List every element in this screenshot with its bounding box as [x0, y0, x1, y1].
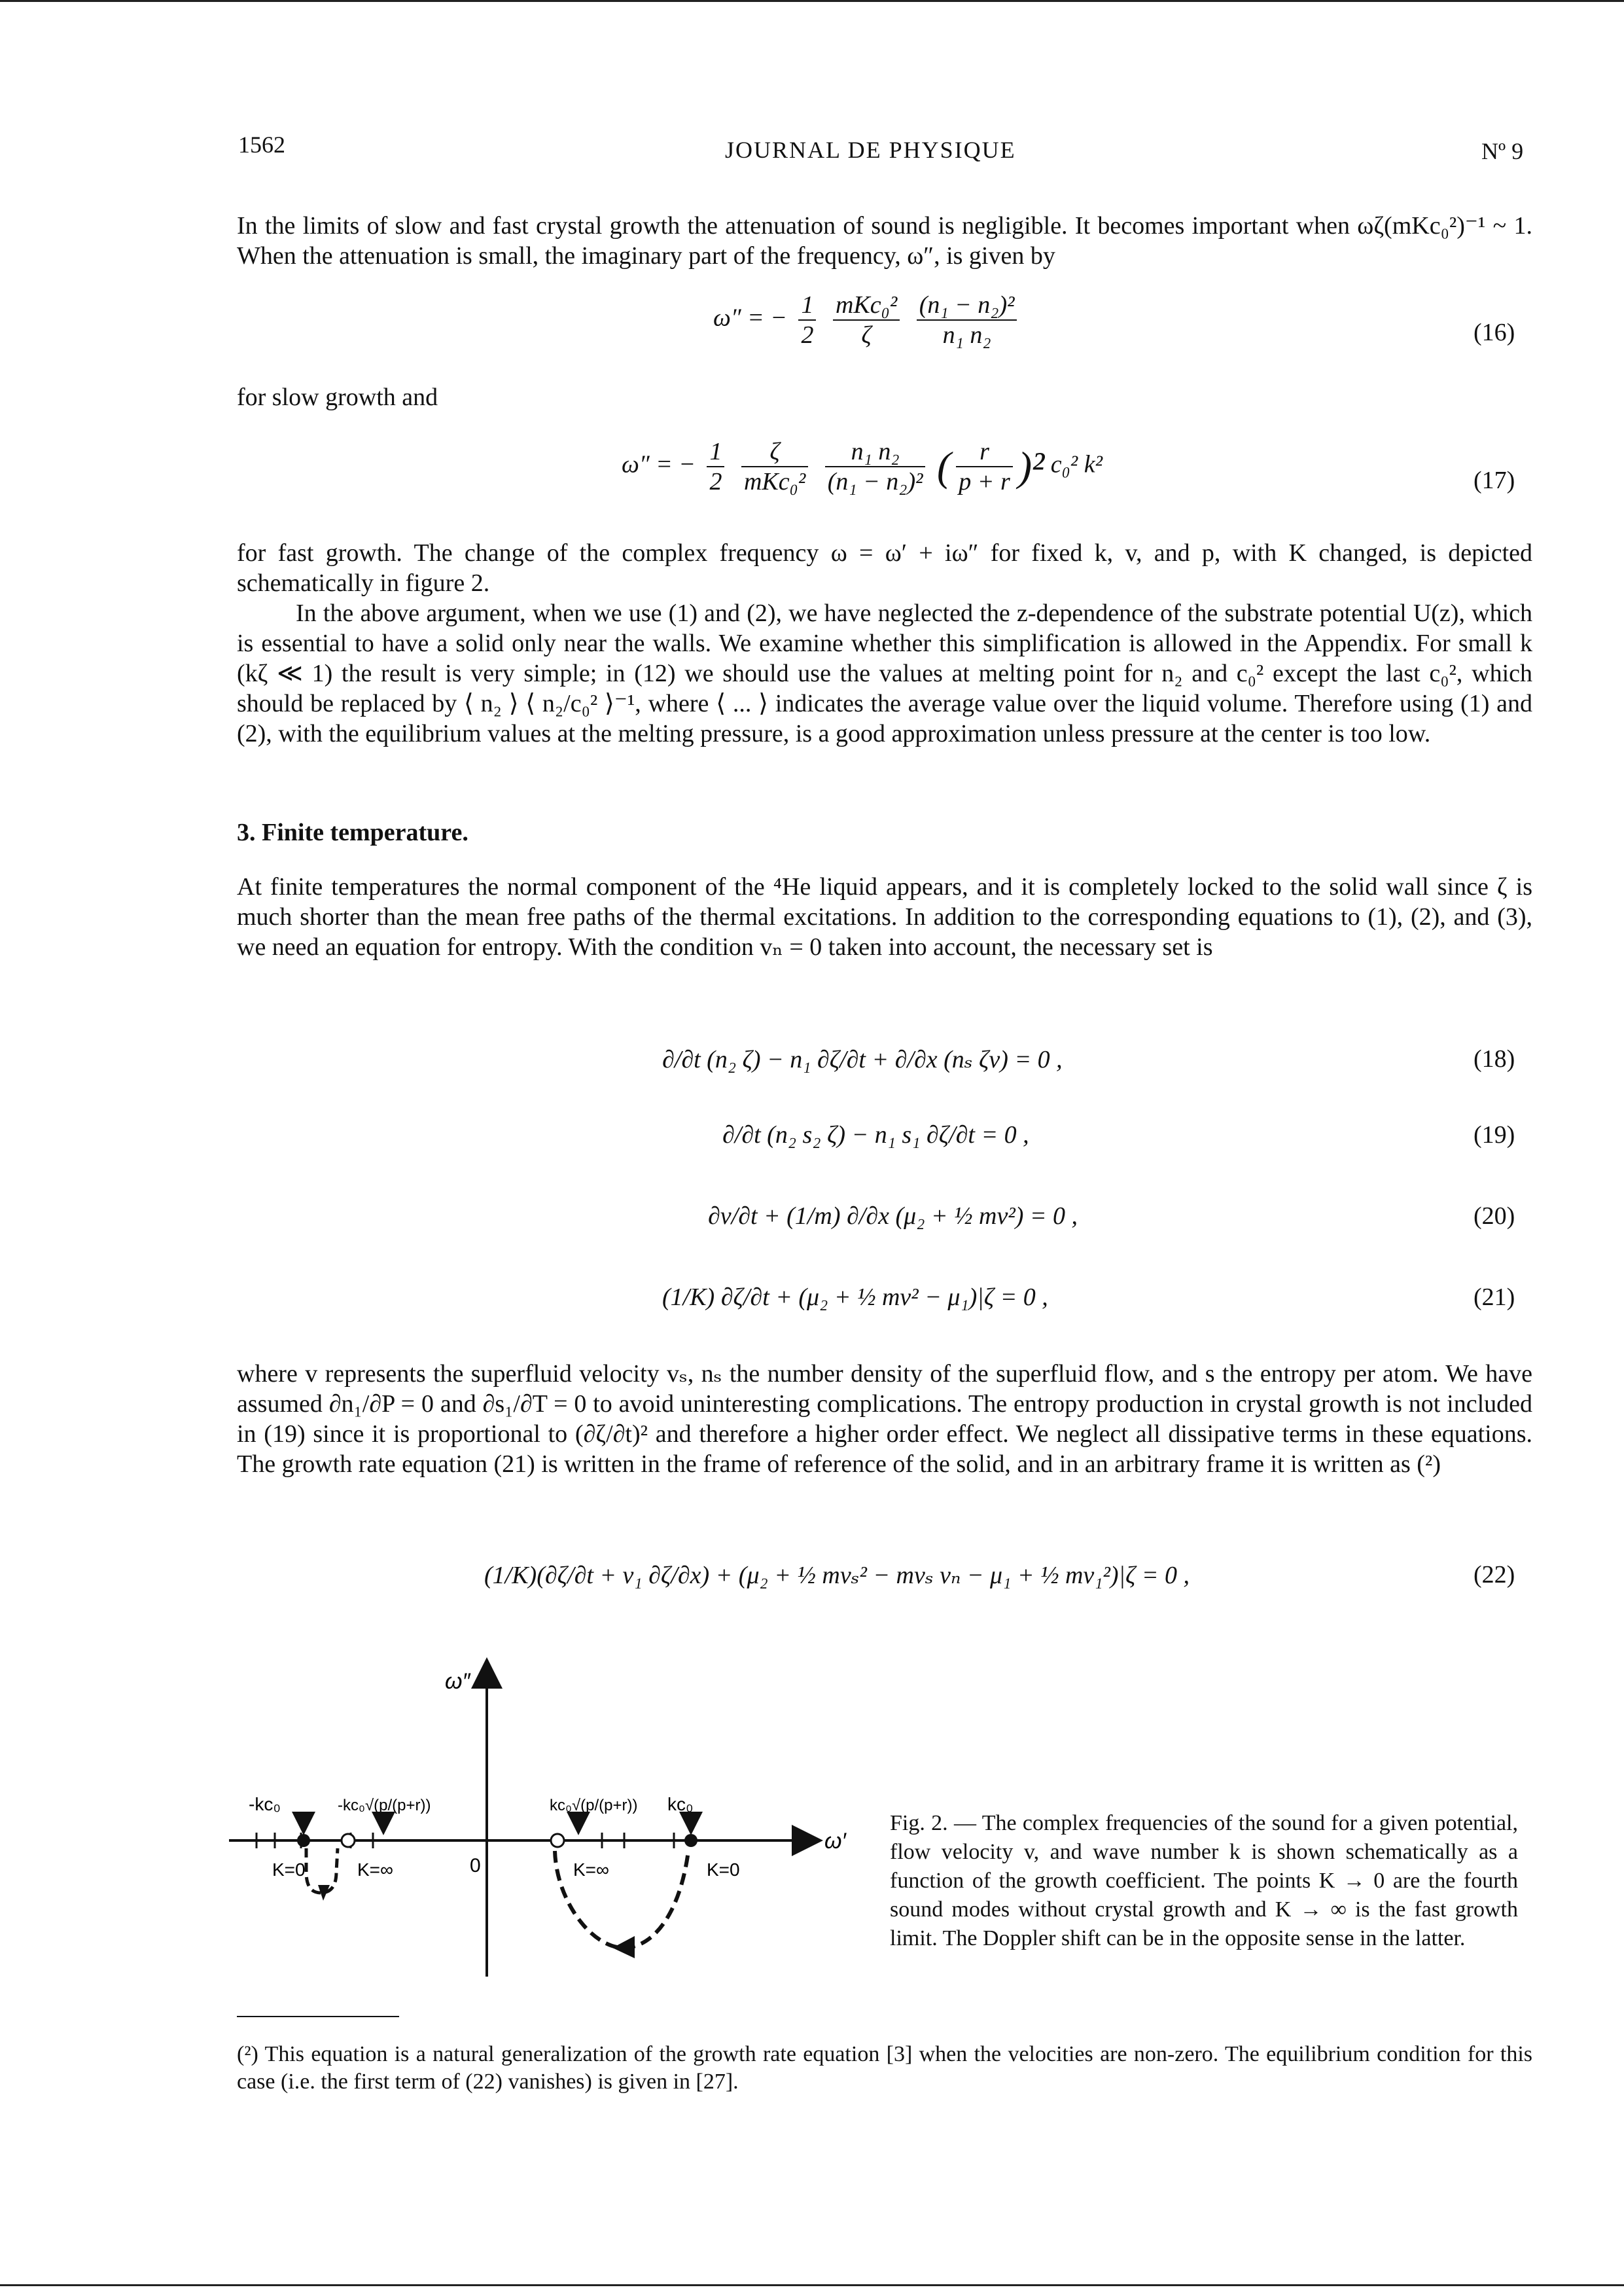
paragraph-superfluid: where v represents the superfluid velocity vₛ, nₛ the number density of the superfluid flow, and s the entropy per atom. We have assumed ∂n₁/∂P = 0 and ∂s₁/∂T = 0 to avoid uninteresting complications. The entropy production in crystal growth is not included in (19) since it is proportional to (∂ζ/∂t)² and therefore a higher order effect. We neglect all dissipative terms in these equations. The growth rate equation (21) is written in the frame of reference of the solid, and in an arbitrary frame it is written as (²) [237, 1360, 1532, 1478]
point-left-kinf [342, 1834, 355, 1847]
section-heading: 3. Finite temperature. [237, 819, 468, 846]
page-number: 1562 [238, 132, 285, 158]
equation-21-number: (21) [1474, 1283, 1515, 1311]
right-inner-label: kc₀√(p/(p+r)) [550, 1797, 638, 1814]
k-inf-left-label: K=∞ [357, 1859, 393, 1880]
paragraph-fast-growth: for fast growth. The change of the complex frequency ω = ω′ + iω″ for fixed k, v, and p, with K changed, is depicted schematically in figure 2. [237, 539, 1532, 597]
y-axis-label: ω″ [445, 1669, 470, 1694]
equation-22-number: (22) [1474, 1561, 1515, 1588]
equation-20: ∂v/∂t + (1/m) ∂/∂x (μ₂ + ½ mv²) = 0 , [708, 1202, 1078, 1230]
equation-16: ω″ = − $\frac{1}{2}$ $\frac{\text{mKc₀²}}{\zeta}$ $\frac{\text{(n₁ − n₂)²}}{\text{n₁ n₂}}$ [713, 291, 1022, 350]
equation-18-number: (18) [1474, 1045, 1515, 1073]
equation-22: (1/K)(∂ζ/∂t + v₁ ∂ζ/∂x) + (μ₂ + ½ mvₛ² − mvₛ vₙ − μ₁ + ½ mv₁²)|ζ = 0 , [484, 1562, 1190, 1589]
point-right-kinf [551, 1834, 564, 1847]
equation-18: ∂/∂t (n₂ ζ) − n₁ ∂ζ/∂t + ∂/∂x (nₛ ζv) = 0 , [662, 1046, 1063, 1073]
k-zero-right-label: K=0 [707, 1859, 740, 1880]
left-outer-label: -kc₀ [249, 1794, 281, 1814]
k-zero-left-label: K=0 [272, 1859, 306, 1880]
paragraph-slow-growth: for slow growth and [237, 384, 438, 411]
paragraph-argument: In the above argument, when we use (1) and (2), we have neglected the z-dependence of the substrate potential U(z), which is essential to have a solid only near the walls. We examine whether this simplification is allowed in the Appendix. For small k (kζ ≪ 1) the result is very simple; in (12) we should use the values at melting point for n₂ and c₀² except the last c₀², which should be replaced by ⟨ n₂ ⟩ ⟨ n₂/c₀² ⟩⁻¹, where ⟨ ... ⟩ indicates the average value over the liquid volume. Therefore using (1) and (2), with the equilibrium values at the melting pressure, is a good approximation unless pressure at the center is too low. [237, 600, 1532, 747]
equation-16-number: (16) [1474, 319, 1515, 346]
figure-2-diagram [222, 1649, 877, 2003]
equation-20-number: (20) [1474, 1202, 1515, 1230]
equation-21: (1/K) ∂ζ/∂t + (μ₂ + ½ mv² − μ₁)|ζ = 0 , [662, 1283, 1048, 1311]
right-outer-label: kc₀ [667, 1794, 694, 1814]
footnote: (²) This equation is a natural generalization of the growth rate equation [3] when the velocities are non-zero. The equilibrium condition for this case (i.e. the first term of (22) vanishes) is given in [27]. [237, 2042, 1532, 2094]
point-left-k0 [297, 1834, 310, 1847]
equation-19-number: (19) [1474, 1121, 1515, 1149]
paragraph-finite-temperature: At finite temperatures the normal component of the ⁴He liquid appears, and it is completely locked to the solid wall since ζ is much shorter than the mean free paths of the thermal excitations. In addition to the corresponding equations to (1), (2), and (3), we need an equation for entropy. With the condition vₙ = 0 taken into account, the necessary set is [237, 873, 1532, 961]
equation-17: ω″ = − $\frac{1}{2}$ $\frac{\zeta}{\text{mKc₀²}}$ $\frac{\text{n₁ n₂}}{\text{(n₁ − n₂)²}}$ ( $\frac{r}{p + r}$ )² c₀² k² [622, 438, 1103, 495]
figure-2-caption: Fig. 2. — The complex frequencies of the sound for a given potential, flow velocity v, and wave number k is shown schematically as a function of the growth coefficient. The points K → 0 are the fourth sound modes without crystal growth and K → ∞ is the fast growth limit. The Doppler shift can be in the opposite sense in the latter. [890, 1811, 1518, 1950]
footnote-rule [237, 2016, 399, 2017]
x-axis-label: ω′ [824, 1829, 846, 1854]
paragraph-attenuation: In the limits of slow and fast crystal growth the attenuation of sound is negligible. It becomes important when ωζ(mKc₀²)⁻¹ ~ 1. When the attenuation is small, the imaginary part of the frequency, ω″, is given by [237, 212, 1532, 270]
issue-number: Nº 9 [1481, 138, 1524, 164]
k-inf-right-label: K=∞ [573, 1859, 609, 1880]
point-right-k0 [684, 1834, 697, 1847]
left-inner-label: -kc₀√(p/(p+r)) [338, 1797, 431, 1814]
journal-title: JOURNAL DE PHYSIQUE [725, 137, 1016, 163]
top-rule [0, 0, 1624, 2]
equation-19: ∂/∂t (n₂ s₂ ζ) − n₁ s₁ ∂ζ/∂t = 0 , [722, 1121, 1029, 1149]
equation-17-number: (17) [1474, 467, 1515, 494]
bottom-rule [0, 2284, 1624, 2286]
origin-label: 0 [470, 1855, 481, 1876]
